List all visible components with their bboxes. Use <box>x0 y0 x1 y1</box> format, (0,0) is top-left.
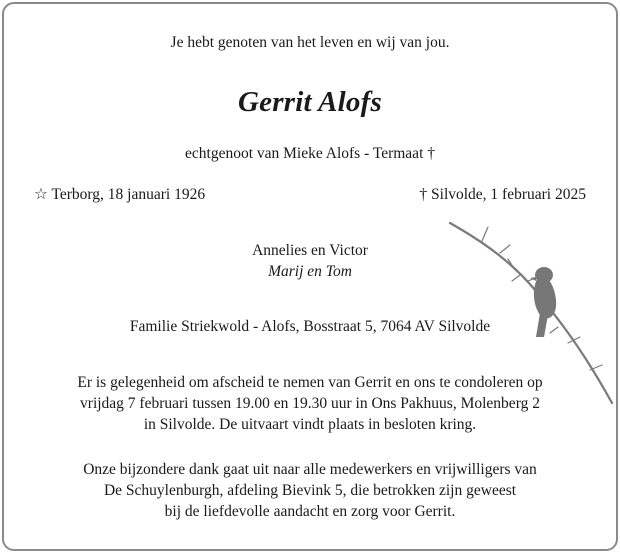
thanks-paragraph <box>0 459 620 522</box>
family-address: Familie Striekwold - Alofs, Bosstraat 5, 7064 AV Silvolde <box>129 318 491 335</box>
death-info: † Silvolde, 1 februari 2025 <box>419 186 586 203</box>
birth-info: ☆ Terborg, 18 januari 1926 <box>34 186 206 203</box>
children-line-2: Marij en Tom <box>268 263 352 280</box>
paragraph-line: Er is gelegenheid om afscheid te nemen van Gerrit en ons te condoleren op <box>77 374 543 391</box>
bird-on-branch-icon <box>440 215 620 405</box>
children-line-1: Annelies en Victor <box>252 242 368 259</box>
opening-line: Je hebt genoten van het leven en wij van jou. <box>170 34 450 51</box>
paragraph-line: vrijdag 7 februari tussen 19.00 en 19.30 uur in Ons Pakhuus, Molenberg 2 <box>80 395 540 412</box>
spouse-line: echtgenoot van Mieke Alofs - Termaat † <box>185 145 435 162</box>
paragraph-line: bij de liefdevolle aandacht en zorg voor Gerrit. <box>164 503 456 520</box>
paragraph-line: De Schuylenburgh, afdeling Bievink 5, die betrokken zijn geweest <box>103 482 517 499</box>
paragraph-line: Onze bijzondere dank gaat uit naar alle medewerkers en vrijwilligers van <box>83 461 537 478</box>
paragraph-line: in Silvolde. De uitvaart vindt plaats in besloten kring. <box>143 416 477 433</box>
deceased-name: Gerrit Alofs <box>238 86 382 118</box>
